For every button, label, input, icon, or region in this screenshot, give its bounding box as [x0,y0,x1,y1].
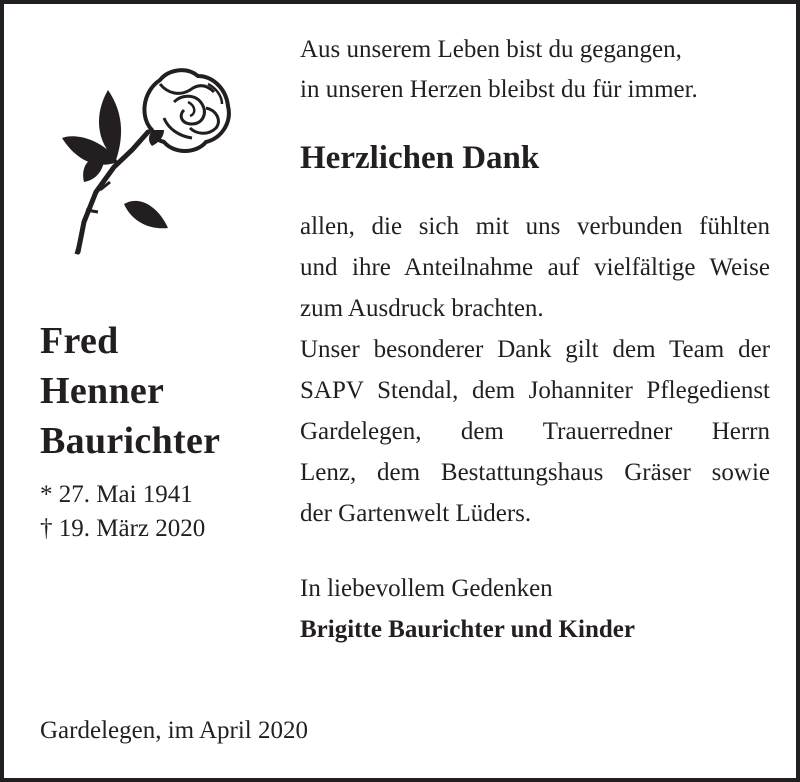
death-date: † 19. März 2020 [40,515,206,542]
body-line: zum Ausdruck brachten. [300,295,544,322]
heading: Herzlichen Dank [300,140,540,176]
body-line: Unser besonderer Dank gilt dem Team der [300,336,770,363]
thanks-text [300,206,770,534]
place-date: Gardelegen, im April 2020 [40,717,308,744]
body-line: Gardelegen, dem Trauerredner Herrn [300,418,770,445]
body-line: und ihre Anteilnahme auf vielfältige Weise [300,254,770,281]
message-column [300,30,770,650]
name-middle: Henner [40,370,165,412]
name-first: Fred [40,320,119,362]
rose-icon [56,62,236,262]
birth-date: * 27. Mai 1941 [40,481,193,508]
body-line: der Gartenwelt Lüders. [300,500,532,527]
verse-line: Aus unserem Leben bist du gegangen, [300,36,682,63]
closing-phrase: In liebevollem Gedenken [300,575,553,602]
body-line: allen, die sich mit uns verbunden fühlten [300,213,770,240]
closing-block [300,568,770,650]
verse-line: in unseren Herzen bleibst du für immer. [300,76,698,103]
life-dates [40,478,205,546]
body-line: Lenz, dem Bestattungshaus Gräser sowie [300,459,770,486]
body-line: SAPV Stendal, dem Johanniter Pflegedienst [300,377,770,404]
signature: Brigitte Baurichter und Kinder [300,616,635,643]
name-last: Baurichter [40,420,221,462]
deceased-name [40,316,280,466]
